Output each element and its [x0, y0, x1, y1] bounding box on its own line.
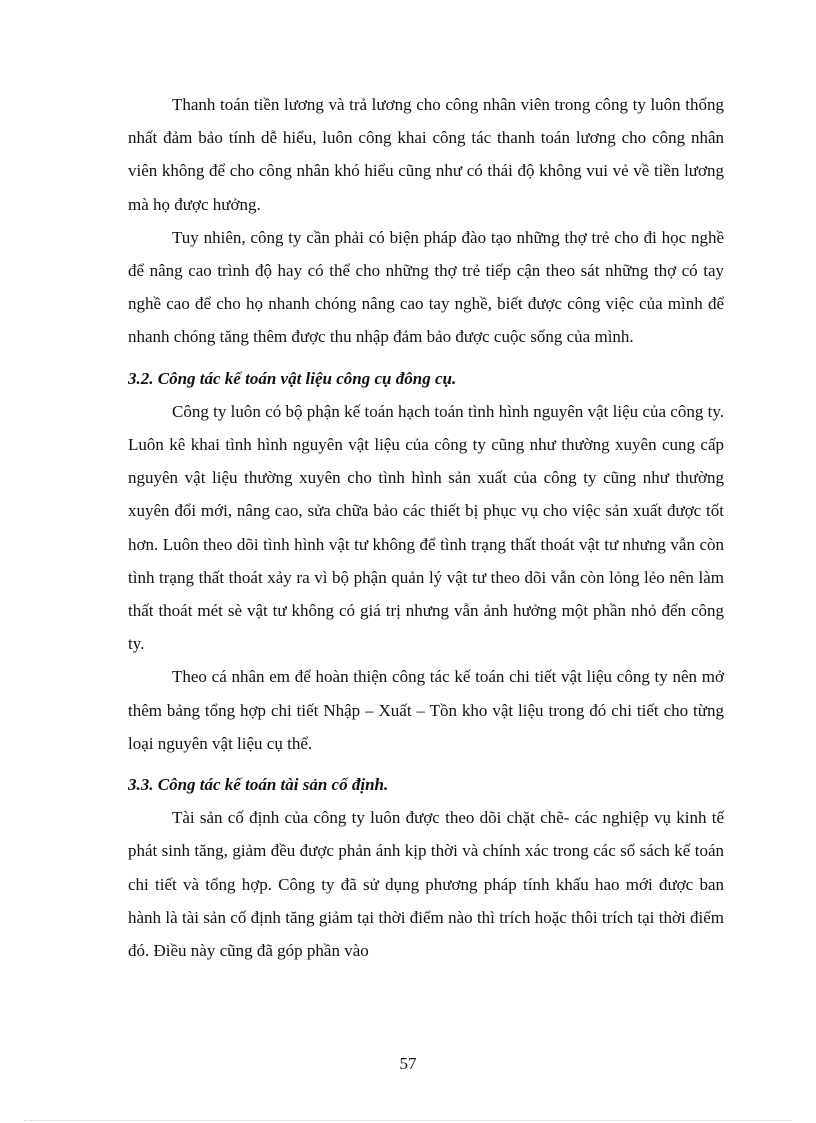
- paragraph-materials-recommendation: Theo cá nhân em để hoàn thiện công tác kế toán chi tiết vật liệu công ty nên mở thêm bảng tổng hợp chi tiết Nhập – Xuất – Tồn kho vật liệu trong đó chi tiết cho từng loại nguyên vật liệu cụ thể.: [128, 667, 724, 753]
- page-content: [128, 88, 724, 967]
- page-number: 57: [399, 1054, 417, 1073]
- paragraph-salary-payment: Thanh toán tiền lương và trả lương cho công nhân viên trong công ty luôn thống nhất đảm bảo tính dễ hiểu, luôn công khai công tác thanh toán lương cho công nhân viên không để cho công nhân khó hiểu cũng như có thái độ không vui vẻ về tiền lương mà họ được hưởng.: [128, 95, 724, 214]
- heading-section-3-3: 3.3. Công tác kế toán tài sản cố định.: [128, 775, 389, 795]
- paragraph-training: Tuy nhiên, công ty cần phải có biện pháp đào tạo những thợ trẻ cho đi học nghề để nâng cao trình độ hay có thể cho những thợ trẻ tiếp cận theo sát những thợ có tay nghề cao để cho họ nhanh chóng nâng cao tay nghề, biết được công việc của mình để nhanh chóng tăng thêm được thu nhập đảm bảo được cuộc sống của mình.: [128, 227, 724, 347]
- paragraph-materials-accounting: Công ty luôn có bộ phận kế toán hạch toán tình hình nguyên vật liệu của công ty. Luôn kê khai tình hình nguyên vật liệu của công ty cũng như thường xuyên cung cấp nguyên vật liệu thường xuyên cho tình hình sản xuất của công ty cũng như thường xuyên đổi mới, nâng cao, sửa chữa bảo các thiết bị phục vụ cho việc sản xuất được tốt hơn. Luôn theo dõi tình hình vật tư không để tình trạng thất thoát vật tư nhưng vẫn còn tình trạng thất thoát xảy ra vì bộ phận quản lý vật tư theo dõi vẫn còn lỏng lẻo nên làm thất thoát mét sè vật tư không có giá trị nhưng vẫn ảnh hưởng một phần nhỏ đến công ty.: [128, 401, 724, 654]
- heading-section-3-2: 3.2. Công tác kế toán vật liệu công cụ đông cụ.: [128, 368, 457, 388]
- paragraph-fixed-assets: Tài sản cố định của công ty luôn được theo dõi chặt chẽ- các nghiệp vụ kinh tế phát sinh tăng, giảm đều được phản ánh kịp thời và chính xác trong các sổ sách kế toán chi tiết và tổng hợp. Công ty đã sử dụng phương pháp tính khấu hao mới được ban hành là tài sản cố định tăng giảm tại thời điểm nào thì trích hoặc thôi trích tại thời điểm đó. Điều này cũng đã góp phần vào: [128, 808, 724, 961]
- page-bottom-divider: [24, 1120, 792, 1121]
